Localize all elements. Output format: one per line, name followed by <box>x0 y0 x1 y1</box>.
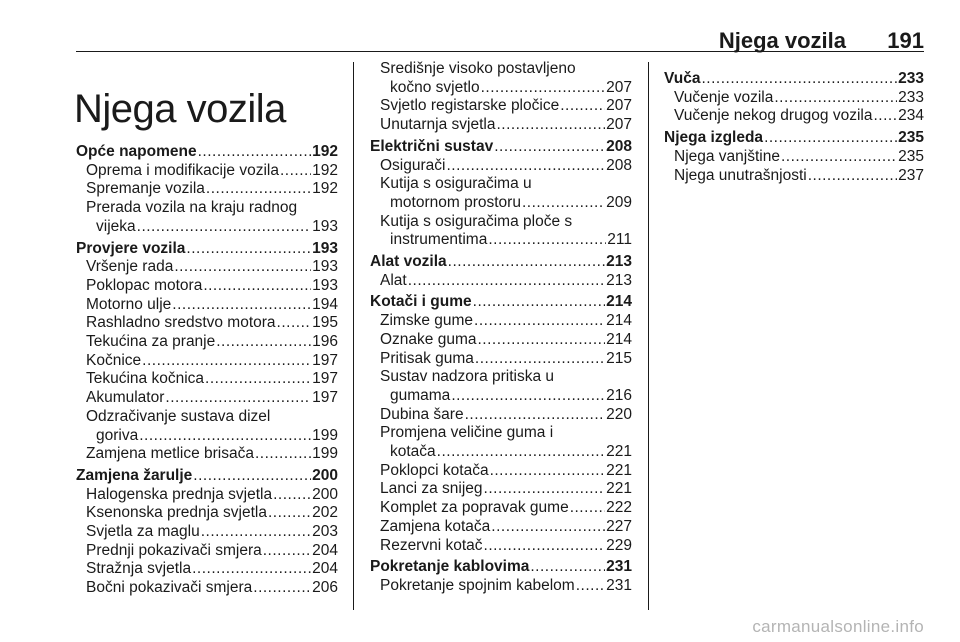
toc-section-page: 193 <box>312 239 338 257</box>
toc-section-title: Njega izgleda <box>664 129 764 147</box>
toc-section-heading-link[interactable] <box>664 129 924 148</box>
dot-leader <box>522 194 605 213</box>
toc-entry-row <box>86 445 338 464</box>
header-rule <box>76 51 924 52</box>
toc-entry-page: 231 <box>606 576 632 594</box>
toc-entry-link[interactable] <box>370 312 632 331</box>
dot-leader <box>446 157 605 176</box>
toc-section-title: Električni sustav <box>370 137 494 155</box>
toc-entry-row <box>380 518 632 537</box>
dot-leader <box>465 406 606 425</box>
toc-entry-row <box>674 148 924 167</box>
toc-entry-page: 197 <box>312 389 338 407</box>
toc-entry-page: 207 <box>606 116 632 134</box>
toc-entry-text: Rashladno sredstvo motora <box>86 314 276 332</box>
toc-entry-row <box>380 157 632 176</box>
toc-entry-page: 221 <box>606 461 632 479</box>
dot-leader <box>137 218 311 237</box>
dot-leader <box>764 129 897 148</box>
toc-entry-row <box>380 97 632 116</box>
toc-entry-text: Bočni pokazivači smjera <box>86 579 253 597</box>
toc-entry-row <box>86 486 338 505</box>
toc-entry-page: 233 <box>898 88 924 106</box>
toc-entry-text: Kočnice <box>86 351 142 369</box>
dot-leader <box>494 138 605 157</box>
toc-entry-text: Svjetla za maglu <box>86 523 200 541</box>
toc-entry-text: Ksenonska prednja svjetla <box>86 504 267 522</box>
toc-entry-link[interactable] <box>370 157 632 176</box>
toc-entry-text: Vučenje vozila <box>674 88 774 106</box>
dot-leader <box>484 480 606 499</box>
toc-entry-text: Pokretanje spojnim kabelom <box>380 576 575 594</box>
toc-entry-page: 229 <box>606 536 632 554</box>
toc-entry-row <box>380 194 632 213</box>
toc-section <box>370 558 632 595</box>
toc-entry-row <box>86 427 338 446</box>
toc-entry-text: Kutija s osiguračima u <box>380 175 532 193</box>
toc-entry-link[interactable] <box>370 60 632 97</box>
toc-entry-text: Motorno ulje <box>86 295 172 313</box>
toc-section <box>664 129 924 185</box>
dot-leader <box>203 277 311 296</box>
toc-entry-page: 209 <box>606 193 632 211</box>
toc-entry-link[interactable] <box>76 314 338 333</box>
toc-entry-row <box>86 296 338 315</box>
dot-leader <box>253 579 311 598</box>
toc-entry-row <box>380 116 632 135</box>
toc-entry-text: Tekućina za pranje <box>86 333 216 351</box>
toc-section <box>76 467 338 598</box>
running-header <box>76 28 924 53</box>
toc-section <box>370 60 632 135</box>
toc-entry-row <box>86 162 338 181</box>
column-divider <box>648 62 649 610</box>
toc-column-1 <box>76 143 338 598</box>
toc-entry-text: Zamjena kotača <box>380 517 491 535</box>
toc-section-heading-link[interactable] <box>370 138 632 157</box>
toc-entry-link[interactable] <box>370 116 632 135</box>
toc-entry-link[interactable] <box>664 89 924 108</box>
toc-entry-link[interactable] <box>76 370 338 389</box>
toc-entry-page: 221 <box>606 443 632 461</box>
toc-entry-page: 193 <box>312 217 338 235</box>
column-divider <box>353 62 354 610</box>
dot-leader <box>142 352 311 371</box>
toc-entry-text: Lanci za snijeg <box>380 480 483 498</box>
toc-column-3 <box>664 70 924 185</box>
toc-entry-text: Akumulator <box>86 389 165 407</box>
toc-entry-row <box>86 579 338 598</box>
toc-entry-page: 234 <box>898 107 924 125</box>
toc-entry-page: 192 <box>312 180 338 198</box>
toc-entry-text: goriva <box>96 426 139 444</box>
dot-leader <box>186 240 311 259</box>
dot-leader <box>198 143 312 162</box>
toc-entry-link[interactable] <box>370 462 632 481</box>
toc-entry-row <box>86 314 338 333</box>
toc-entry-link[interactable] <box>370 175 632 212</box>
toc-entry-page: 213 <box>606 271 632 289</box>
toc-entry-text: instrumentima <box>390 231 488 249</box>
dot-leader <box>530 558 605 577</box>
toc-entry-link[interactable] <box>76 408 338 445</box>
watermark: carmanualsonline.info <box>752 617 924 636</box>
dot-leader <box>576 577 605 596</box>
toc-entry-text: Stražnja svjetla <box>86 560 192 578</box>
dot-leader <box>193 467 311 486</box>
toc-entry-row <box>380 443 632 462</box>
toc-entry-page: 193 <box>312 276 338 294</box>
toc-entry-link[interactable] <box>76 258 338 277</box>
toc-entry-text: Promjena veličine guma i <box>380 424 554 442</box>
toc-entry-text: Zimske gume <box>380 312 474 330</box>
toc-entry-link[interactable] <box>664 167 924 186</box>
toc-entry-row <box>380 406 632 425</box>
toc-entry-page: 195 <box>312 314 338 332</box>
toc-entry-link[interactable] <box>76 445 338 464</box>
page-title: Njega vozila <box>74 86 286 131</box>
toc-entry-row <box>380 331 632 350</box>
dot-leader <box>478 331 606 350</box>
toc-section <box>76 143 338 237</box>
toc-section-heading-link[interactable] <box>76 467 338 486</box>
toc-entry-text: vijeka <box>96 217 136 235</box>
toc-entry-page: 200 <box>312 485 338 503</box>
toc-entry-page: 203 <box>312 523 338 541</box>
dot-leader <box>451 387 605 406</box>
toc-entry-link[interactable] <box>76 560 338 579</box>
toc-entry-link[interactable] <box>76 333 338 352</box>
dot-leader <box>216 333 311 352</box>
toc-entry-row <box>380 499 632 518</box>
toc-section-title: Opće napomene <box>76 143 197 160</box>
toc-section-title: Provjere vozila <box>76 239 186 257</box>
toc-section-heading-link[interactable] <box>664 70 924 89</box>
toc-entry-page: 222 <box>606 499 632 517</box>
toc-entry-text: Halogenska prednja svjetla <box>86 485 273 503</box>
toc-section-heading-link[interactable] <box>370 558 632 577</box>
toc-entry-row <box>86 218 338 237</box>
toc-entry-row <box>86 352 338 371</box>
toc-entry-link[interactable] <box>76 504 338 523</box>
dot-leader <box>570 499 605 518</box>
toc-entry-link[interactable] <box>370 406 632 425</box>
toc-entry-row <box>380 480 632 499</box>
toc-entry-text: Unutarnja svjetla <box>380 116 496 134</box>
toc-entry-row <box>380 79 632 98</box>
toc-entry-text: Svjetlo registarske pločice <box>380 97 560 115</box>
toc-entry-page: 227 <box>606 517 632 535</box>
toc-entry-text: Kutija s osiguračima ploče s <box>380 212 573 230</box>
toc-entry-row <box>86 542 338 561</box>
toc-section-heading-link[interactable] <box>370 253 632 272</box>
toc-entry-link[interactable] <box>76 523 338 542</box>
dot-leader <box>448 253 605 272</box>
dot-leader <box>490 462 606 481</box>
toc-entry-text: Tekućina kočnica <box>86 370 205 388</box>
toc-entry-row <box>86 389 338 408</box>
toc-section-heading-link[interactable] <box>76 143 338 162</box>
toc-entry-row <box>86 560 338 579</box>
toc-entry-text: Njega vanjštine <box>674 147 780 165</box>
toc-entry-page: 211 <box>607 231 632 249</box>
toc-entry-link[interactable] <box>76 486 338 505</box>
toc-entry-link[interactable] <box>370 424 632 461</box>
toc-entry-text: Rezervni kotač <box>380 536 483 554</box>
running-header-title: Njega vozila <box>718 28 846 53</box>
toc-entry-page: 215 <box>606 349 632 367</box>
toc-entry-page: 206 <box>312 579 338 597</box>
toc-entry-text: Prednji pokazivači smjera <box>86 541 262 559</box>
toc-entry-row <box>86 523 338 542</box>
toc-section-title: Pokretanje kablovima <box>370 558 530 576</box>
toc-entry-row <box>86 180 338 199</box>
dot-leader <box>774 89 897 108</box>
dot-leader <box>172 296 311 315</box>
dot-leader <box>873 107 897 126</box>
toc-entry-link[interactable] <box>76 389 338 408</box>
toc-section-page: 235 <box>898 129 924 147</box>
toc-entry-page: 235 <box>898 147 924 165</box>
toc-entry-page: 197 <box>312 351 338 369</box>
dot-leader <box>491 518 605 537</box>
toc-section-page: 231 <box>606 558 632 576</box>
toc-entry-row <box>86 333 338 352</box>
toc-entry-link[interactable] <box>370 368 632 405</box>
toc-entry-page: 197 <box>312 370 338 388</box>
toc-section <box>76 240 338 464</box>
toc-entry-page: 220 <box>606 405 632 423</box>
toc-entry-row <box>86 370 338 389</box>
toc-entry-link[interactable] <box>76 277 338 296</box>
toc-entry-page: 196 <box>312 333 338 351</box>
toc-entry-text: Dubina šare <box>380 405 464 423</box>
toc-entry-link[interactable] <box>370 97 632 116</box>
toc-section-page: 200 <box>312 466 338 484</box>
dot-leader <box>475 350 605 369</box>
dot-leader <box>488 231 606 250</box>
toc-entry-text: Vučenje nekog drugog vozila <box>674 107 873 125</box>
toc-entry-text: Komplet za popravak gume <box>380 499 569 517</box>
toc-entry-link[interactable] <box>370 577 632 596</box>
toc-entry-text: kotača <box>390 443 436 461</box>
toc-entry-row <box>380 462 632 481</box>
dot-leader <box>205 370 311 389</box>
toc-entry-row <box>380 312 632 331</box>
toc-section-page: 192 <box>312 143 338 160</box>
toc-section-page: 208 <box>606 137 632 155</box>
dot-leader <box>201 523 311 542</box>
toc-section-page: 214 <box>606 293 632 311</box>
toc-entry-link[interactable] <box>370 480 632 499</box>
toc-entry-page: 216 <box>606 386 632 404</box>
toc-entry-text: Alat <box>380 271 407 289</box>
toc-entry-text: Poklopci kotača <box>380 461 489 479</box>
dot-leader <box>473 293 605 312</box>
dot-leader <box>263 542 311 561</box>
toc-entry-link[interactable] <box>370 537 632 556</box>
toc-entry-page: 194 <box>312 295 338 313</box>
toc-entry-link[interactable] <box>370 499 632 518</box>
toc-section <box>370 293 632 555</box>
dot-leader <box>268 504 311 523</box>
toc-entry-text: Osigurači <box>380 156 446 174</box>
toc-entry-link[interactable] <box>76 180 338 199</box>
toc-section-heading-link[interactable] <box>76 240 338 259</box>
toc-entry-page: 207 <box>606 97 632 115</box>
dot-leader <box>808 167 897 186</box>
dot-leader <box>192 560 311 579</box>
toc-entry-text: Spremanje vozila <box>86 180 205 198</box>
dot-leader <box>484 537 606 556</box>
toc-section-page: 233 <box>898 70 924 87</box>
toc-entry-page: 207 <box>606 78 632 96</box>
toc-entry-row <box>380 272 632 291</box>
toc-entry-page: 199 <box>312 445 338 463</box>
toc-section-heading-link[interactable] <box>370 293 632 312</box>
toc-entry-text: Vršenje rada <box>86 258 174 276</box>
dot-leader <box>273 486 311 505</box>
toc-section-title: Zamjena žarulje <box>76 466 193 484</box>
toc-entry-page: 204 <box>312 541 338 559</box>
toc-entry-text: Oznake guma <box>380 330 477 348</box>
toc-entry-link[interactable] <box>76 296 338 315</box>
toc-entry-page: 192 <box>312 161 338 179</box>
toc-entry-link[interactable] <box>76 162 338 181</box>
dot-leader <box>206 180 311 199</box>
toc-entry-page: 193 <box>312 258 338 276</box>
toc-entry-text: Odzračivanje sustava dizel <box>86 407 271 425</box>
toc-section <box>370 138 632 250</box>
toc-entry-link[interactable] <box>76 542 338 561</box>
toc-entry-row <box>674 89 924 108</box>
toc-entry-page: 221 <box>606 480 632 498</box>
toc-entry-page: 199 <box>312 426 338 444</box>
dot-leader <box>701 70 897 89</box>
toc-entry-text: Sustav nadzora pritiska u <box>380 368 555 386</box>
toc-entry-page: 208 <box>606 156 632 174</box>
dot-leader <box>174 258 311 277</box>
dot-leader <box>437 443 605 462</box>
toc-entry-link[interactable] <box>76 352 338 371</box>
toc-entry-link[interactable] <box>370 518 632 537</box>
toc-entry-link[interactable] <box>370 331 632 350</box>
dot-leader <box>481 79 606 98</box>
toc-entry-link[interactable] <box>664 107 924 126</box>
toc-entry-row <box>86 277 338 296</box>
toc-entry-text: Pritisak guma <box>380 349 474 367</box>
dot-leader <box>277 314 312 333</box>
toc-entry-text: kočno svjetlo <box>390 78 480 96</box>
dot-leader <box>781 148 897 167</box>
toc-entry-link[interactable] <box>370 272 632 291</box>
toc-section-title: Vuča <box>664 70 701 87</box>
toc-entry-text: Središnje visoko postavljeno <box>380 60 576 77</box>
toc-section-title: Kotači i gume <box>370 293 472 311</box>
toc-entry-page: 214 <box>606 312 632 330</box>
toc-entry-text: Zamjena metlice brisača <box>86 445 254 463</box>
toc-entry-row <box>380 387 632 406</box>
toc-entry-link[interactable] <box>370 213 632 250</box>
toc-entry-link[interactable] <box>76 199 338 236</box>
toc-entry-row <box>380 231 632 250</box>
dot-leader <box>165 389 311 408</box>
toc-section <box>664 70 924 126</box>
dot-leader <box>408 272 605 291</box>
toc-entry-link[interactable] <box>370 350 632 369</box>
toc-entry-page: 204 <box>312 560 338 578</box>
toc-section <box>370 253 632 290</box>
toc-entry-row <box>380 577 632 596</box>
toc-entry-link[interactable] <box>664 148 924 167</box>
toc-entry-row <box>674 167 924 186</box>
toc-entry-row <box>86 504 338 523</box>
toc-entry-text: Njega unutrašnjosti <box>674 166 807 184</box>
toc-entry-row <box>380 537 632 556</box>
toc-entry-text: Prerada vozila na kraju radnog <box>86 199 298 217</box>
toc-entry-link[interactable] <box>76 579 338 598</box>
toc-entry-text: gumama <box>390 386 451 404</box>
toc-entry-text: motornom prostoru <box>390 193 521 211</box>
toc-entry-page: 202 <box>312 504 338 522</box>
toc-entry-row <box>380 350 632 369</box>
toc-entry-row <box>86 258 338 277</box>
dot-leader <box>139 427 311 446</box>
toc-section-title: Alat vozila <box>370 253 447 271</box>
dot-leader <box>474 312 605 331</box>
toc-section-page: 213 <box>606 253 632 271</box>
toc-entry-text: Poklopac motora <box>86 276 203 294</box>
toc-entry-page: 237 <box>898 166 924 184</box>
dot-leader <box>255 445 311 464</box>
toc-column-2 <box>370 60 632 596</box>
toc-entry-row <box>674 107 924 126</box>
dot-leader <box>560 97 605 116</box>
dot-leader <box>280 162 311 181</box>
toc-entry-text: Oprema i modifikacije vozila <box>86 161 279 179</box>
toc-entry-page: 214 <box>606 330 632 348</box>
running-header-page-number: 191 <box>887 28 924 53</box>
dot-leader <box>496 116 605 135</box>
